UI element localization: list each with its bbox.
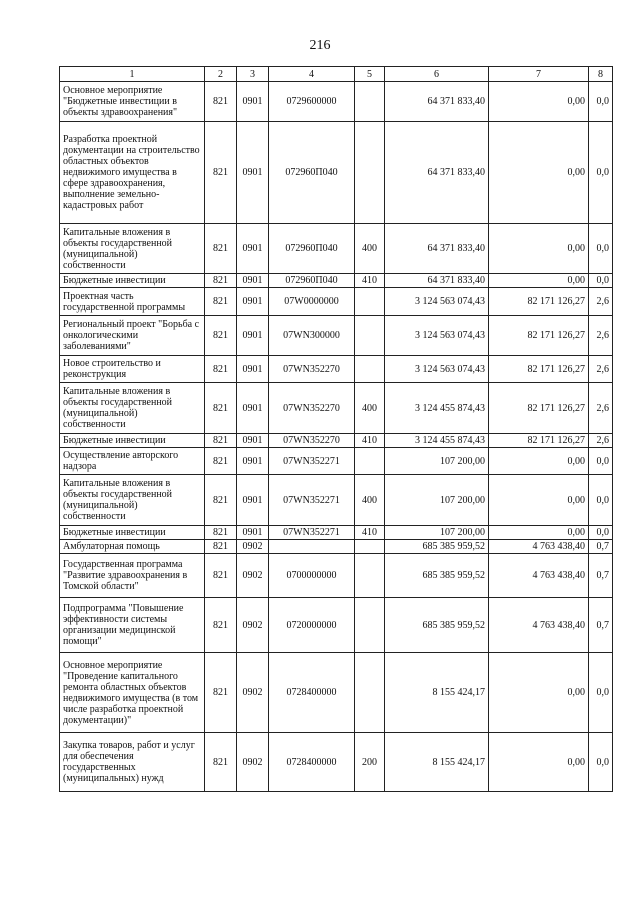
row-expense-type — [355, 82, 385, 122]
row-name: Новое строительство и реконструкция — [60, 356, 205, 383]
row-actual-amount: 0,00 — [489, 82, 589, 122]
row-ministry-code: 821 — [205, 82, 237, 122]
row-percent: 2,6 — [589, 288, 613, 316]
row-name: Основное мероприятие "Проведение капитального ремонта областных объектов недвижимого имущества (в том числе разработка проектной документации)" — [60, 653, 205, 733]
row-target-code: 07WN352270 — [269, 434, 355, 448]
column-header: 8 — [589, 67, 613, 82]
row-planned-amount: 3 124 455 874,43 — [385, 434, 489, 448]
row-ministry-code: 821 — [205, 653, 237, 733]
row-section-code: 0902 — [237, 540, 269, 554]
row-percent: 2,6 — [589, 434, 613, 448]
row-name: Региональный проект "Борьба с онкологическими заболеваниями" — [60, 316, 205, 356]
row-ministry-code: 821 — [205, 383, 237, 434]
row-expense-type — [355, 448, 385, 475]
row-ministry-code: 821 — [205, 122, 237, 224]
row-expense-type: 400 — [355, 383, 385, 434]
row-planned-amount: 64 371 833,40 — [385, 224, 489, 274]
row-ministry-code: 821 — [205, 316, 237, 356]
row-name: Осуществление авторского надзора — [60, 448, 205, 475]
column-header: 5 — [355, 67, 385, 82]
table-row — [60, 82, 613, 122]
row-ministry-code: 821 — [205, 448, 237, 475]
row-target-code: 0728400000 — [269, 653, 355, 733]
row-section-code: 0901 — [237, 383, 269, 434]
row-planned-amount: 8 155 424,17 — [385, 653, 489, 733]
table-row — [60, 554, 613, 598]
row-expense-type: 410 — [355, 274, 385, 288]
row-percent: 0,0 — [589, 82, 613, 122]
row-ministry-code: 821 — [205, 526, 237, 540]
row-actual-amount: 0,00 — [489, 122, 589, 224]
row-percent: 0,0 — [589, 448, 613, 475]
table-row — [60, 598, 613, 653]
row-expense-type — [355, 316, 385, 356]
table-row — [60, 288, 613, 316]
row-section-code: 0902 — [237, 554, 269, 598]
row-actual-amount: 82 171 126,27 — [489, 288, 589, 316]
row-percent: 0,7 — [589, 540, 613, 554]
row-name: Бюджетные инвестиции — [60, 434, 205, 448]
row-planned-amount: 3 124 563 074,43 — [385, 316, 489, 356]
row-expense-type — [355, 554, 385, 598]
row-planned-amount: 8 155 424,17 — [385, 733, 489, 792]
row-percent: 2,6 — [589, 356, 613, 383]
row-actual-amount: 82 171 126,27 — [489, 316, 589, 356]
row-planned-amount: 64 371 833,40 — [385, 274, 489, 288]
row-target-code: 072960П040 — [269, 224, 355, 274]
row-expense-type — [355, 653, 385, 733]
table-row — [60, 475, 613, 526]
table-row — [60, 224, 613, 274]
row-actual-amount: 0,00 — [489, 526, 589, 540]
row-section-code: 0902 — [237, 733, 269, 792]
column-header: 3 — [237, 67, 269, 82]
row-name: Проектная часть государственной программы — [60, 288, 205, 316]
row-actual-amount: 4 763 438,40 — [489, 540, 589, 554]
row-target-code: 0700000000 — [269, 554, 355, 598]
row-percent: 0,7 — [589, 598, 613, 653]
row-target-code: 07WN352270 — [269, 356, 355, 383]
row-target-code: 0729600000 — [269, 82, 355, 122]
row-actual-amount: 4 763 438,40 — [489, 598, 589, 653]
row-ministry-code: 821 — [205, 434, 237, 448]
row-actual-amount: 0,00 — [489, 274, 589, 288]
row-target-code: 07WN300000 — [269, 316, 355, 356]
row-ministry-code: 821 — [205, 554, 237, 598]
row-expense-type — [355, 288, 385, 316]
row-percent: 0,0 — [589, 475, 613, 526]
row-planned-amount: 685 385 959,52 — [385, 540, 489, 554]
row-actual-amount: 82 171 126,27 — [489, 434, 589, 448]
row-percent: 0,0 — [589, 653, 613, 733]
column-header: 1 — [60, 67, 205, 82]
row-percent: 2,6 — [589, 316, 613, 356]
row-expense-type: 200 — [355, 733, 385, 792]
row-percent: 0,0 — [589, 122, 613, 224]
row-expense-type: 400 — [355, 475, 385, 526]
row-section-code: 0901 — [237, 122, 269, 224]
row-target-code: 072960П040 — [269, 274, 355, 288]
row-section-code: 0901 — [237, 224, 269, 274]
row-section-code: 0901 — [237, 288, 269, 316]
column-header: 2 — [205, 67, 237, 82]
row-actual-amount: 82 171 126,27 — [489, 383, 589, 434]
row-name: Бюджетные инвестиции — [60, 274, 205, 288]
page-number: 216 — [309, 38, 331, 53]
row-actual-amount: 0,00 — [489, 448, 589, 475]
row-section-code: 0901 — [237, 356, 269, 383]
row-section-code: 0902 — [237, 598, 269, 653]
header-row — [60, 67, 613, 82]
row-expense-type — [355, 540, 385, 554]
row-target-code: 07W0000000 — [269, 288, 355, 316]
row-planned-amount: 107 200,00 — [385, 475, 489, 526]
row-actual-amount: 4 763 438,40 — [489, 554, 589, 598]
row-ministry-code: 821 — [205, 288, 237, 316]
table-row — [60, 733, 613, 792]
row-percent: 2,6 — [589, 383, 613, 434]
table-row — [60, 540, 613, 554]
row-percent: 0,0 — [589, 733, 613, 792]
row-actual-amount: 0,00 — [489, 653, 589, 733]
row-expense-type — [355, 356, 385, 383]
row-planned-amount: 685 385 959,52 — [385, 554, 489, 598]
row-name: Закупка товаров, работ и услуг для обеспечения государственных (муниципальных) нужд — [60, 733, 205, 792]
row-target-code: 0720000000 — [269, 598, 355, 653]
table-row — [60, 526, 613, 540]
row-ministry-code: 821 — [205, 274, 237, 288]
column-header: 6 — [385, 67, 489, 82]
row-planned-amount: 3 124 563 074,43 — [385, 356, 489, 383]
row-actual-amount: 82 171 126,27 — [489, 356, 589, 383]
row-planned-amount: 685 385 959,52 — [385, 598, 489, 653]
row-actual-amount: 0,00 — [489, 224, 589, 274]
row-target-code: 07WN352271 — [269, 475, 355, 526]
column-header: 7 — [489, 67, 589, 82]
row-expense-type: 410 — [355, 526, 385, 540]
row-ministry-code: 821 — [205, 356, 237, 383]
table-row — [60, 356, 613, 383]
table-row — [60, 274, 613, 288]
table-row — [60, 383, 613, 434]
row-ministry-code: 821 — [205, 224, 237, 274]
row-planned-amount: 64 371 833,40 — [385, 82, 489, 122]
row-expense-type — [355, 122, 385, 224]
row-section-code: 0901 — [237, 475, 269, 526]
row-planned-amount: 3 124 455 874,43 — [385, 383, 489, 434]
table-row — [60, 448, 613, 475]
row-expense-type: 400 — [355, 224, 385, 274]
row-ministry-code: 821 — [205, 598, 237, 653]
row-planned-amount: 3 124 563 074,43 — [385, 288, 489, 316]
row-section-code: 0902 — [237, 653, 269, 733]
row-name: Государственная программа "Развитие здравоохранения в Томской области" — [60, 554, 205, 598]
budget-table — [59, 66, 613, 792]
row-name: Амбулаторная помощь — [60, 540, 205, 554]
row-target-code: 07WN352271 — [269, 526, 355, 540]
row-name: Основное мероприятие "Бюджетные инвестиции в объекты здравоохранения" — [60, 82, 205, 122]
row-expense-type: 410 — [355, 434, 385, 448]
row-percent: 0,7 — [589, 554, 613, 598]
row-name: Капитальные вложения в объекты государственной (муниципальной) собственности — [60, 475, 205, 526]
row-percent: 0,0 — [589, 224, 613, 274]
row-target-code: 0728400000 — [269, 733, 355, 792]
table-row — [60, 122, 613, 224]
row-section-code: 0901 — [237, 448, 269, 475]
row-target-code: 07WN352271 — [269, 448, 355, 475]
row-ministry-code: 821 — [205, 733, 237, 792]
row-target-code: 07WN352270 — [269, 383, 355, 434]
row-actual-amount: 0,00 — [489, 475, 589, 526]
table-row — [60, 653, 613, 733]
row-section-code: 0901 — [237, 274, 269, 288]
row-target-code: 072960П040 — [269, 122, 355, 224]
row-section-code: 0901 — [237, 434, 269, 448]
row-ministry-code: 821 — [205, 540, 237, 554]
row-expense-type — [355, 598, 385, 653]
row-ministry-code: 821 — [205, 475, 237, 526]
row-planned-amount: 107 200,00 — [385, 448, 489, 475]
row-percent: 0,0 — [589, 526, 613, 540]
row-planned-amount: 107 200,00 — [385, 526, 489, 540]
row-target-code — [269, 540, 355, 554]
row-section-code: 0901 — [237, 82, 269, 122]
row-section-code: 0901 — [237, 316, 269, 356]
row-actual-amount: 0,00 — [489, 733, 589, 792]
row-name: Капитальные вложения в объекты государственной (муниципальной) собственности — [60, 224, 205, 274]
row-percent: 0,0 — [589, 274, 613, 288]
row-name: Капитальные вложения в объекты государственной (муниципальной) собственности — [60, 383, 205, 434]
table-row — [60, 434, 613, 448]
row-name: Подпрограмма "Повышение эффективности системы организации медицинской помощи" — [60, 598, 205, 653]
row-name: Бюджетные инвестиции — [60, 526, 205, 540]
table-row — [60, 316, 613, 356]
row-name: Разработка проектной документации на строительство областных объектов недвижимого имущества в сфере здравоохранения, выполнение земельно-кадастровых работ — [60, 122, 205, 224]
column-header: 4 — [269, 67, 355, 82]
row-planned-amount: 64 371 833,40 — [385, 122, 489, 224]
row-section-code: 0901 — [237, 526, 269, 540]
